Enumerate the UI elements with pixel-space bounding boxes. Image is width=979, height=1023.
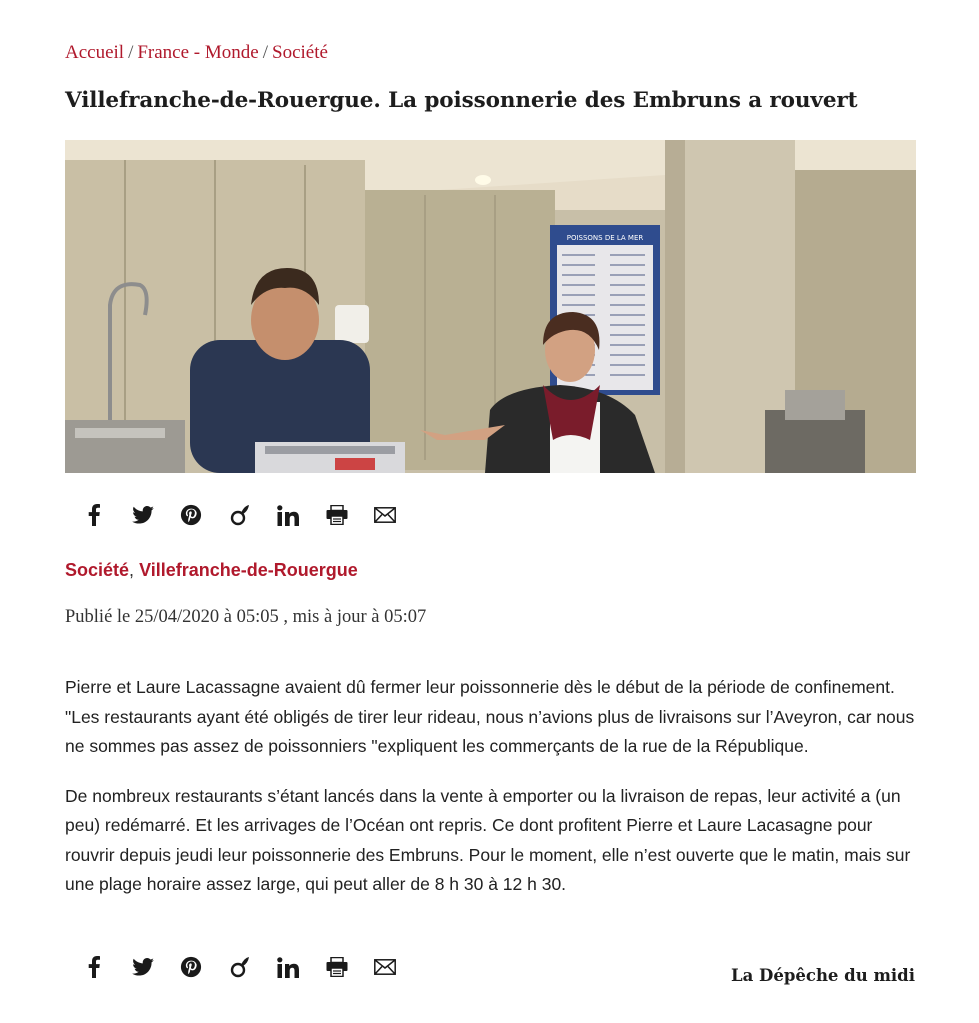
photo-poster-text: POISSONS DE LA MER: [566, 234, 644, 242]
email-icon[interactable]: [361, 499, 410, 531]
linkedin-icon[interactable]: [264, 951, 313, 983]
viadeo-icon[interactable]: [216, 951, 265, 983]
viadeo-icon[interactable]: [216, 499, 265, 531]
share-bar-top: [70, 499, 410, 531]
breadcrumb-separator: /: [128, 42, 134, 63]
tag-villefranche-link[interactable]: Villefranche-de-Rouergue: [139, 560, 358, 580]
email-icon[interactable]: [361, 951, 410, 983]
breadcrumb-separator: /: [262, 42, 268, 63]
breadcrumb: [65, 42, 328, 64]
article-tags: [65, 560, 358, 581]
facebook-icon[interactable]: [70, 951, 119, 983]
breadcrumb-france-monde-link[interactable]: France - Monde: [137, 42, 259, 63]
publication-date: Publié le 25/04/2020 à 05:05 , mis à jour à 05:07: [65, 607, 427, 627]
article-photo: [65, 140, 916, 473]
page-title: Villefranche-de-Rouergue. La poissonnerie des Embruns a rouvert: [65, 88, 858, 113]
pinterest-icon[interactable]: [167, 499, 216, 531]
pinterest-icon[interactable]: [167, 951, 216, 983]
breadcrumb-societe-link[interactable]: Société: [272, 42, 328, 63]
article-body: [65, 673, 925, 920]
facebook-icon[interactable]: [70, 499, 119, 531]
print-icon[interactable]: [313, 951, 362, 983]
twitter-icon[interactable]: [119, 951, 168, 983]
tag-separator: ,: [129, 560, 135, 580]
twitter-icon[interactable]: [119, 499, 168, 531]
article-paragraph: De nombreux restaurants s’étant lancés dans la vente à emporter ou la livraison de repas, leur activité a (un peu) redémarré. Et les arrivages de l’Océan ont repris. Ce dont profitent Pierre et Laure Lacasagne pour rouvrir depuis jeudi leur poissonnerie des Embruns. Pour le moment, elle n’est ouverte que le matin, mais sur une plage horaire assez large, qui peut aller de 8 h 30 à 12 h 30.: [65, 785, 911, 894]
print-icon[interactable]: [313, 499, 362, 531]
source-signature: La Dépêche du midi: [731, 966, 915, 985]
linkedin-icon[interactable]: [264, 499, 313, 531]
breadcrumb-home-link[interactable]: Accueil: [65, 42, 125, 63]
article-paragraph: Pierre et Laure Lacassagne avaient dû fermer leur poissonnerie dès le début de la période de confinement. "Les restaurants ayant été obligés de tirer leur rideau, nous n’avions plus de livraisons sur l’Aveyron, car nous ne sommes pas assez de poissonniers "expliquent les commerçants de la rue de la République.: [65, 677, 915, 756]
tag-societe-link[interactable]: Société: [65, 560, 130, 580]
share-bar-bottom: [70, 951, 410, 983]
